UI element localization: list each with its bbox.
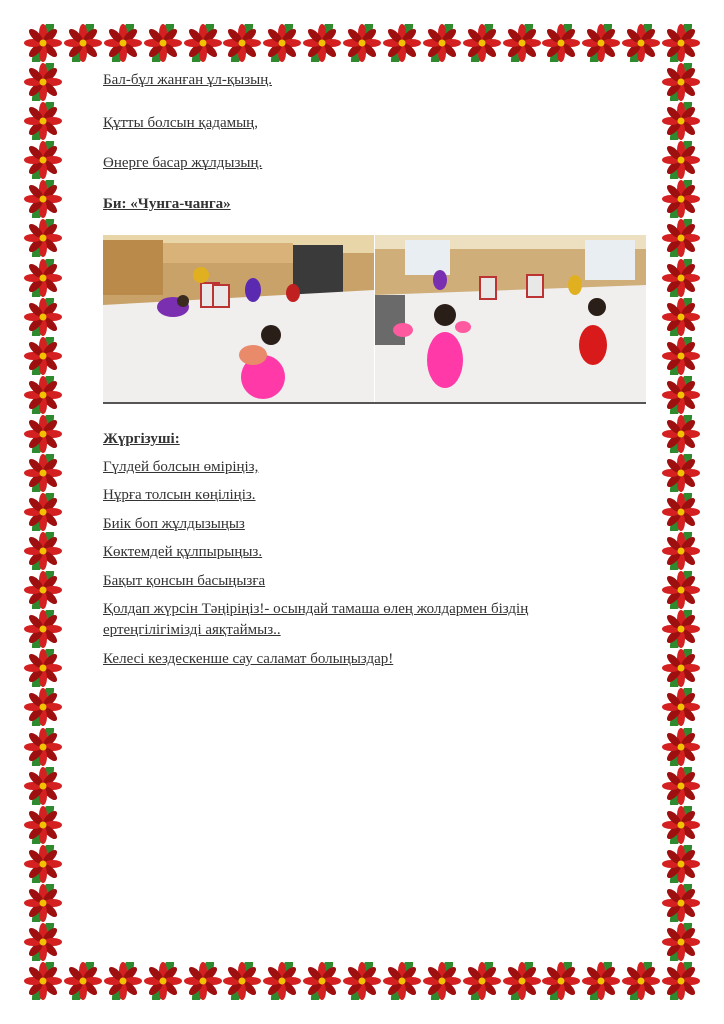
dance-photo-right [375, 235, 647, 402]
dance-heading: Би: «Чунга-чанга» [103, 196, 231, 212]
poinsettia-icon [542, 962, 580, 1000]
poinsettia-icon [24, 649, 62, 687]
poinsettia-icon [24, 454, 62, 492]
poinsettia-icon [383, 962, 421, 1000]
poinsettia-icon [303, 962, 341, 1000]
poinsettia-icon [542, 24, 580, 62]
poinsettia-icon [582, 962, 620, 1000]
poinsettia-icon [24, 962, 62, 1000]
poinsettia-icon [24, 532, 62, 570]
poinsettia-icon [662, 884, 700, 922]
poinsettia-icon [662, 532, 700, 570]
poinsettia-icon [662, 610, 700, 648]
poinsettia-icon [662, 649, 700, 687]
poinsettia-icon [64, 24, 102, 62]
poinsettia-icon [24, 415, 62, 453]
closing-line-2: ертеңгілігімізді аяқтаймыз.. [103, 622, 281, 638]
poinsettia-icon [24, 610, 62, 648]
poinsettia-icon [423, 24, 461, 62]
poinsettia-icon [24, 141, 62, 179]
poinsettia-icon [662, 298, 700, 336]
poinsettia-icon [503, 24, 541, 62]
poinsettia-icon [24, 493, 62, 531]
poinsettia-icon [24, 63, 62, 101]
host-verse-2: Нұрға толсын көңіліңіз. [103, 487, 256, 503]
poinsettia-icon [303, 24, 341, 62]
host-verse-4: Көктемдей құлпырыңыз. [103, 544, 263, 560]
poinsettia-icon [582, 24, 620, 62]
poinsettia-icon [662, 259, 700, 297]
poinsettia-icon [662, 24, 700, 62]
poinsettia-icon [662, 415, 700, 453]
poinsettia-icon [423, 962, 461, 1000]
poinsettia-icon [24, 24, 62, 62]
poinsettia-icon [24, 688, 62, 726]
poinsettia-icon [662, 63, 700, 101]
poinsettia-icon [64, 962, 102, 1000]
poinsettia-icon [383, 24, 421, 62]
poinsettia-icon [24, 845, 62, 883]
poinsettia-icon [662, 962, 700, 1000]
poinsettia-icon [24, 571, 62, 609]
poinsettia-icon [463, 24, 501, 62]
poinsettia-icon [622, 24, 660, 62]
closing-line-1: Қолдап жүрсін Тәңіріңіз!- осындай тамаша өлең жолдармен біздің [103, 601, 529, 617]
poinsettia-icon [24, 728, 62, 766]
host-verse-5: Бақыт қонсын басыңызға [103, 573, 266, 589]
poinsettia-icon [24, 337, 62, 375]
poinsettia-icon [662, 688, 700, 726]
poinsettia-icon [24, 923, 62, 961]
dance-photo-left [103, 235, 375, 402]
poinsettia-icon [662, 376, 700, 414]
poinsettia-icon [24, 102, 62, 140]
poinsettia-icon [343, 962, 381, 1000]
poinsettia-icon [662, 845, 700, 883]
poinsettia-icon [503, 962, 541, 1000]
host-heading: Жүргізуші: [103, 431, 180, 447]
poinsettia-icon [662, 767, 700, 805]
poinsettia-icon [24, 884, 62, 922]
verse-line-1: Бал-бұл жанған ұл-қызың. [103, 72, 273, 88]
dance-photos [103, 235, 646, 404]
poinsettia-icon [263, 24, 301, 62]
poinsettia-icon [223, 962, 261, 1000]
poinsettia-icon [24, 219, 62, 257]
poinsettia-icon [662, 454, 700, 492]
poinsettia-icon [662, 571, 700, 609]
poinsettia-icon [343, 24, 381, 62]
poinsettia-icon [104, 24, 142, 62]
poinsettia-icon [104, 962, 142, 1000]
poinsettia-icon [662, 141, 700, 179]
poinsettia-icon [263, 962, 301, 1000]
poinsettia-icon [144, 962, 182, 1000]
host-verse-1: Гүлдей болсын өміріңіз, [103, 459, 259, 475]
verse-line-3: Өнерге басар жұлдызың. [103, 155, 263, 171]
poinsettia-icon [144, 24, 182, 62]
host-verse-3: Биік боп жұлдызыңыз [103, 516, 245, 532]
poinsettia-icon [24, 298, 62, 336]
poinsettia-icon [223, 24, 261, 62]
verse-line-2: Құтты болсын қадамың, [103, 115, 258, 131]
poinsettia-icon [463, 962, 501, 1000]
poinsettia-icon [662, 806, 700, 844]
poinsettia-icon [622, 962, 660, 1000]
farewell-line: Келесі кездескенше сау саламат болыңыздар! [103, 651, 394, 667]
poinsettia-icon [662, 337, 700, 375]
poinsettia-icon [184, 962, 222, 1000]
poinsettia-icon [662, 923, 700, 961]
poinsettia-icon [24, 376, 62, 414]
poinsettia-icon [24, 180, 62, 218]
poinsettia-icon [662, 493, 700, 531]
poinsettia-icon [184, 24, 222, 62]
poinsettia-icon [24, 806, 62, 844]
poinsettia-icon [662, 102, 700, 140]
poinsettia-icon [662, 728, 700, 766]
poinsettia-icon [662, 219, 700, 257]
poinsettia-icon [24, 259, 62, 297]
poinsettia-icon [24, 767, 62, 805]
poinsettia-icon [662, 180, 700, 218]
